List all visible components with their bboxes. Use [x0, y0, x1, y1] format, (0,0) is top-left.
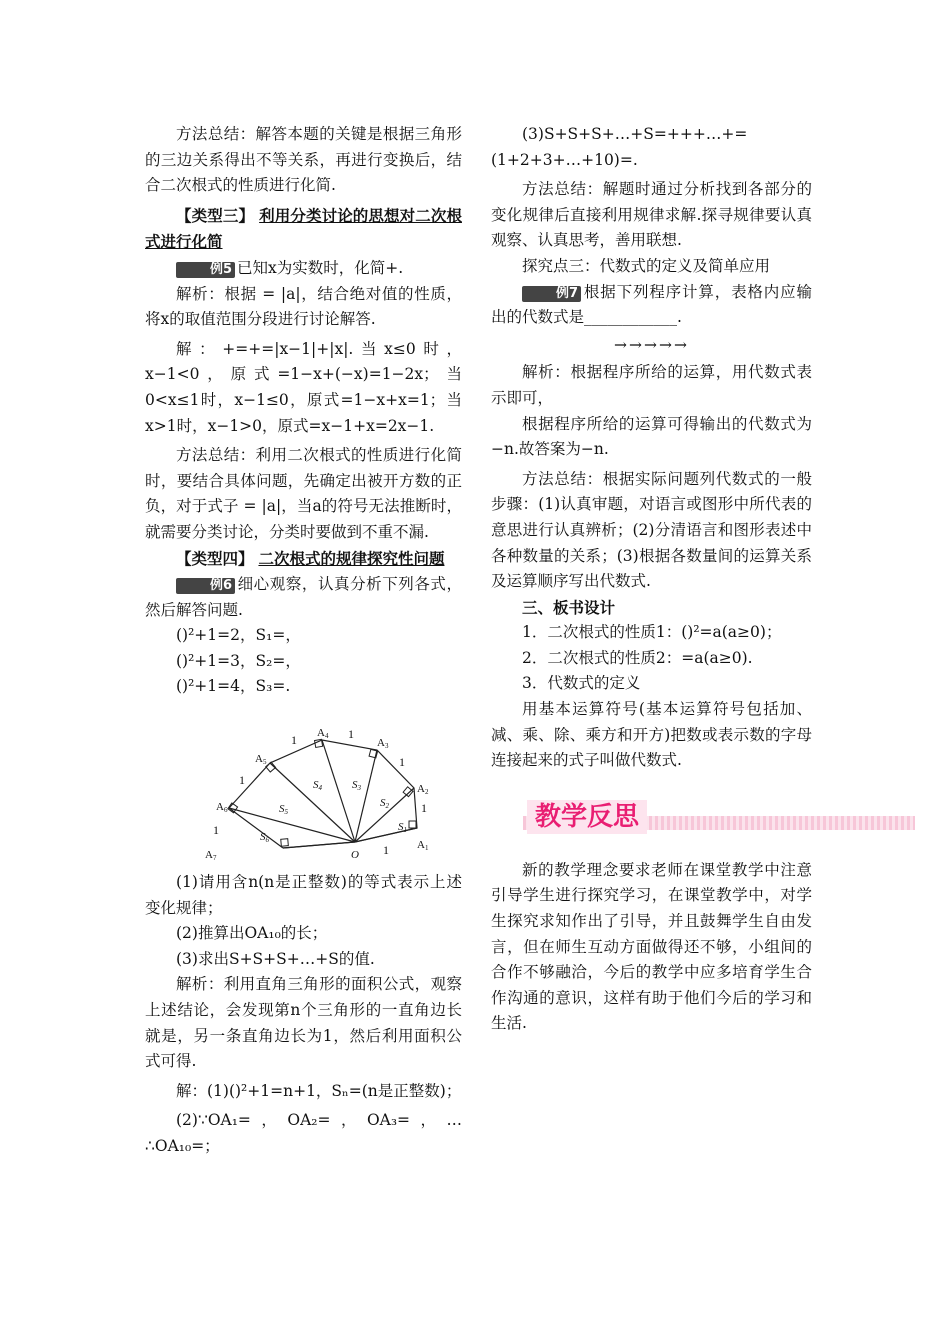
- method-summary-paragraph: 方法总结：解答本题的关键是根据三角形的三边关系得出不等关系，再进行变换后，结合二次根式的性质进行化简.: [145, 125, 462, 195]
- example6-text: 细心观察，认真分析下列各式，然后解答问题.: [145, 575, 462, 619]
- label-S2: S2: [380, 797, 389, 811]
- label-A5: A5: [255, 753, 267, 767]
- edge-label-1: 1: [213, 823, 219, 838]
- edge-label-1: 1: [291, 733, 297, 748]
- label-S5: S5: [279, 803, 288, 817]
- board-item-2: 2．二次根式的性质2：=a(a≥0).: [522, 648, 753, 667]
- label-S1: S1: [398, 821, 407, 835]
- equation-3: ()²+1=4，S₃=.: [176, 677, 291, 696]
- edge-label-1: 1: [239, 773, 245, 788]
- example7-badge: 例7: [522, 286, 581, 302]
- example6-solution-2: (2)∵OA₁=，OA₂=，OA₃=，…∴OA₁₀=；: [145, 1111, 462, 1155]
- edge-label-1: 1: [348, 727, 354, 742]
- type3-heading: [145, 203, 462, 256]
- label-S3: S3: [352, 779, 361, 793]
- example7-answer: 根据程序所给的运算可得输出的代数式为−n.故答案为−n.: [491, 414, 812, 459]
- question-3: (3)求出S+S+S+…+S的值.: [176, 949, 375, 968]
- equation-1: ()²+1=2，S₁=，: [176, 626, 301, 645]
- type3-title: 利用分类讨论的思想对二次根式进行化简: [145, 205, 462, 252]
- teaching-reflection-title: 教学反思: [527, 800, 647, 834]
- label-A4: A4: [317, 727, 329, 741]
- example6: [145, 572, 462, 623]
- board-item-1: 1．二次根式的性质1：()²=a(a≥0)；: [522, 623, 782, 642]
- example6-badge: 例6: [176, 578, 235, 594]
- label-O: O: [351, 849, 359, 862]
- example5-text: 已知x为实数时，化简+.: [237, 258, 404, 277]
- label-A3: A3: [377, 737, 389, 751]
- teaching-reflection-text: 新的教学理念要求老师在课堂教学中注意引导学生进行探究学习，在课堂教学中，对学生探究求知作出了引导，并且鼓舞学生自由发言，但在师生互动方面做得还不够，小组间的合作不够融洽，今后的教学中应多培育学生合作沟通的意识，这样有助于他们今后的学习和生活.: [491, 860, 812, 1033]
- board-design-heading: 三、板书设计: [522, 597, 616, 617]
- right-column: [491, 122, 812, 1037]
- example5-badge: 例5: [176, 262, 235, 278]
- example6-solution-1: 解：(1)()²+1=n+1，Sₙ=(n是正整数)；: [176, 1081, 462, 1100]
- question-2: (2)推算出OA₁₀的长；: [176, 924, 328, 943]
- edge-label-1: 1: [399, 755, 405, 770]
- type4-heading: [145, 546, 462, 573]
- equation-2: ()²+1=3，S₂=，: [176, 651, 301, 670]
- example5-solution: 解：+=+=|x−1|+|x|.当x≤0时，x−1<0，原式=1−x+(−x)=1−2x；当0<x≤1时，x−1≤0，原式=1−x+x=1；当x>1时，x−1>0，原式=x−1+x=2x−1.: [145, 339, 462, 435]
- example5: [145, 256, 462, 282]
- example7-analysis: 解析：根据程序所给的运算，用代数式表示即可，: [491, 363, 812, 407]
- label-A2: A2: [417, 783, 429, 797]
- label-S6: S6: [260, 831, 269, 845]
- program-flow-arrows: →→→→→: [614, 335, 689, 354]
- question-1: (1)请用含n(n是正整数)的等式表示上述变化规律；: [145, 873, 462, 917]
- type4-title: 二次根式的规律探究性问题: [258, 548, 445, 568]
- label-A1: A1: [417, 839, 429, 853]
- example6-analysis: 解析：利用直角三角形的面积公式，观察上述结论，会发现第n个三角形的一直角边长就是，另一条直角边长为1，然后利用面积公式可得.: [145, 975, 462, 1071]
- board-item-4: 用基本运算符号(基本运算符号包括加、减、乘、除、乘方和开方)把数或表示数的字母连接起来的式子叫做代数式.: [491, 700, 812, 770]
- example5-method-summary: 方法总结：利用二次根式的性质进行化简时，要结合具体问题，先确定出被开方数的正负，对于式子 = |a|，当a的符号无法推断时，就需要分类讨论，分类时要做到不重不漏.: [145, 446, 462, 541]
- example7-text: 根据下列程序计算，表格内应输出的代数式是____________.: [491, 282, 812, 327]
- example6-solution-3: (3)S+S+S+…+S=+++…+=(1+2+3+…+10)=.: [491, 125, 748, 169]
- board-item-3: 3．代数式的定义: [522, 674, 641, 693]
- method-summary-3: 方法总结：根据实际问题列代数式的一般步骤：(1)认真审题，对语言或图形中所代表的意思进行认真辨析；(2)分清语言和图形表述中各种数量的关系；(3)根据各数量间的运算关系及运算顺序写出代数式.: [491, 469, 812, 591]
- label-S4: S4: [313, 779, 322, 793]
- teaching-reflection-banner: [523, 802, 915, 836]
- example5-analysis: 解析：根据 = |a|，结合绝对值的性质，将x的取值范围分段进行讨论解答.: [145, 284, 462, 329]
- edge-label-1: 1: [421, 801, 427, 816]
- left-column: [145, 122, 462, 1160]
- type3-label: 【类型三】: [176, 205, 255, 225]
- method-summary-2: 方法总结：解题时通过分析找到各部分的变化规律后直接利用规律求解.探寻规律要认真观察、认真思考，善用联想.: [491, 180, 812, 250]
- label-A6: A6: [216, 801, 228, 815]
- type4-label: 【类型四】: [176, 548, 254, 568]
- example7: [491, 280, 812, 331]
- explore-point-3: 探究点三：代数式的定义及简单应用: [522, 256, 771, 275]
- label-A7: A7: [205, 849, 217, 863]
- edge-label-1: 1: [383, 843, 389, 858]
- spiral-triangle-figure: [205, 706, 435, 864]
